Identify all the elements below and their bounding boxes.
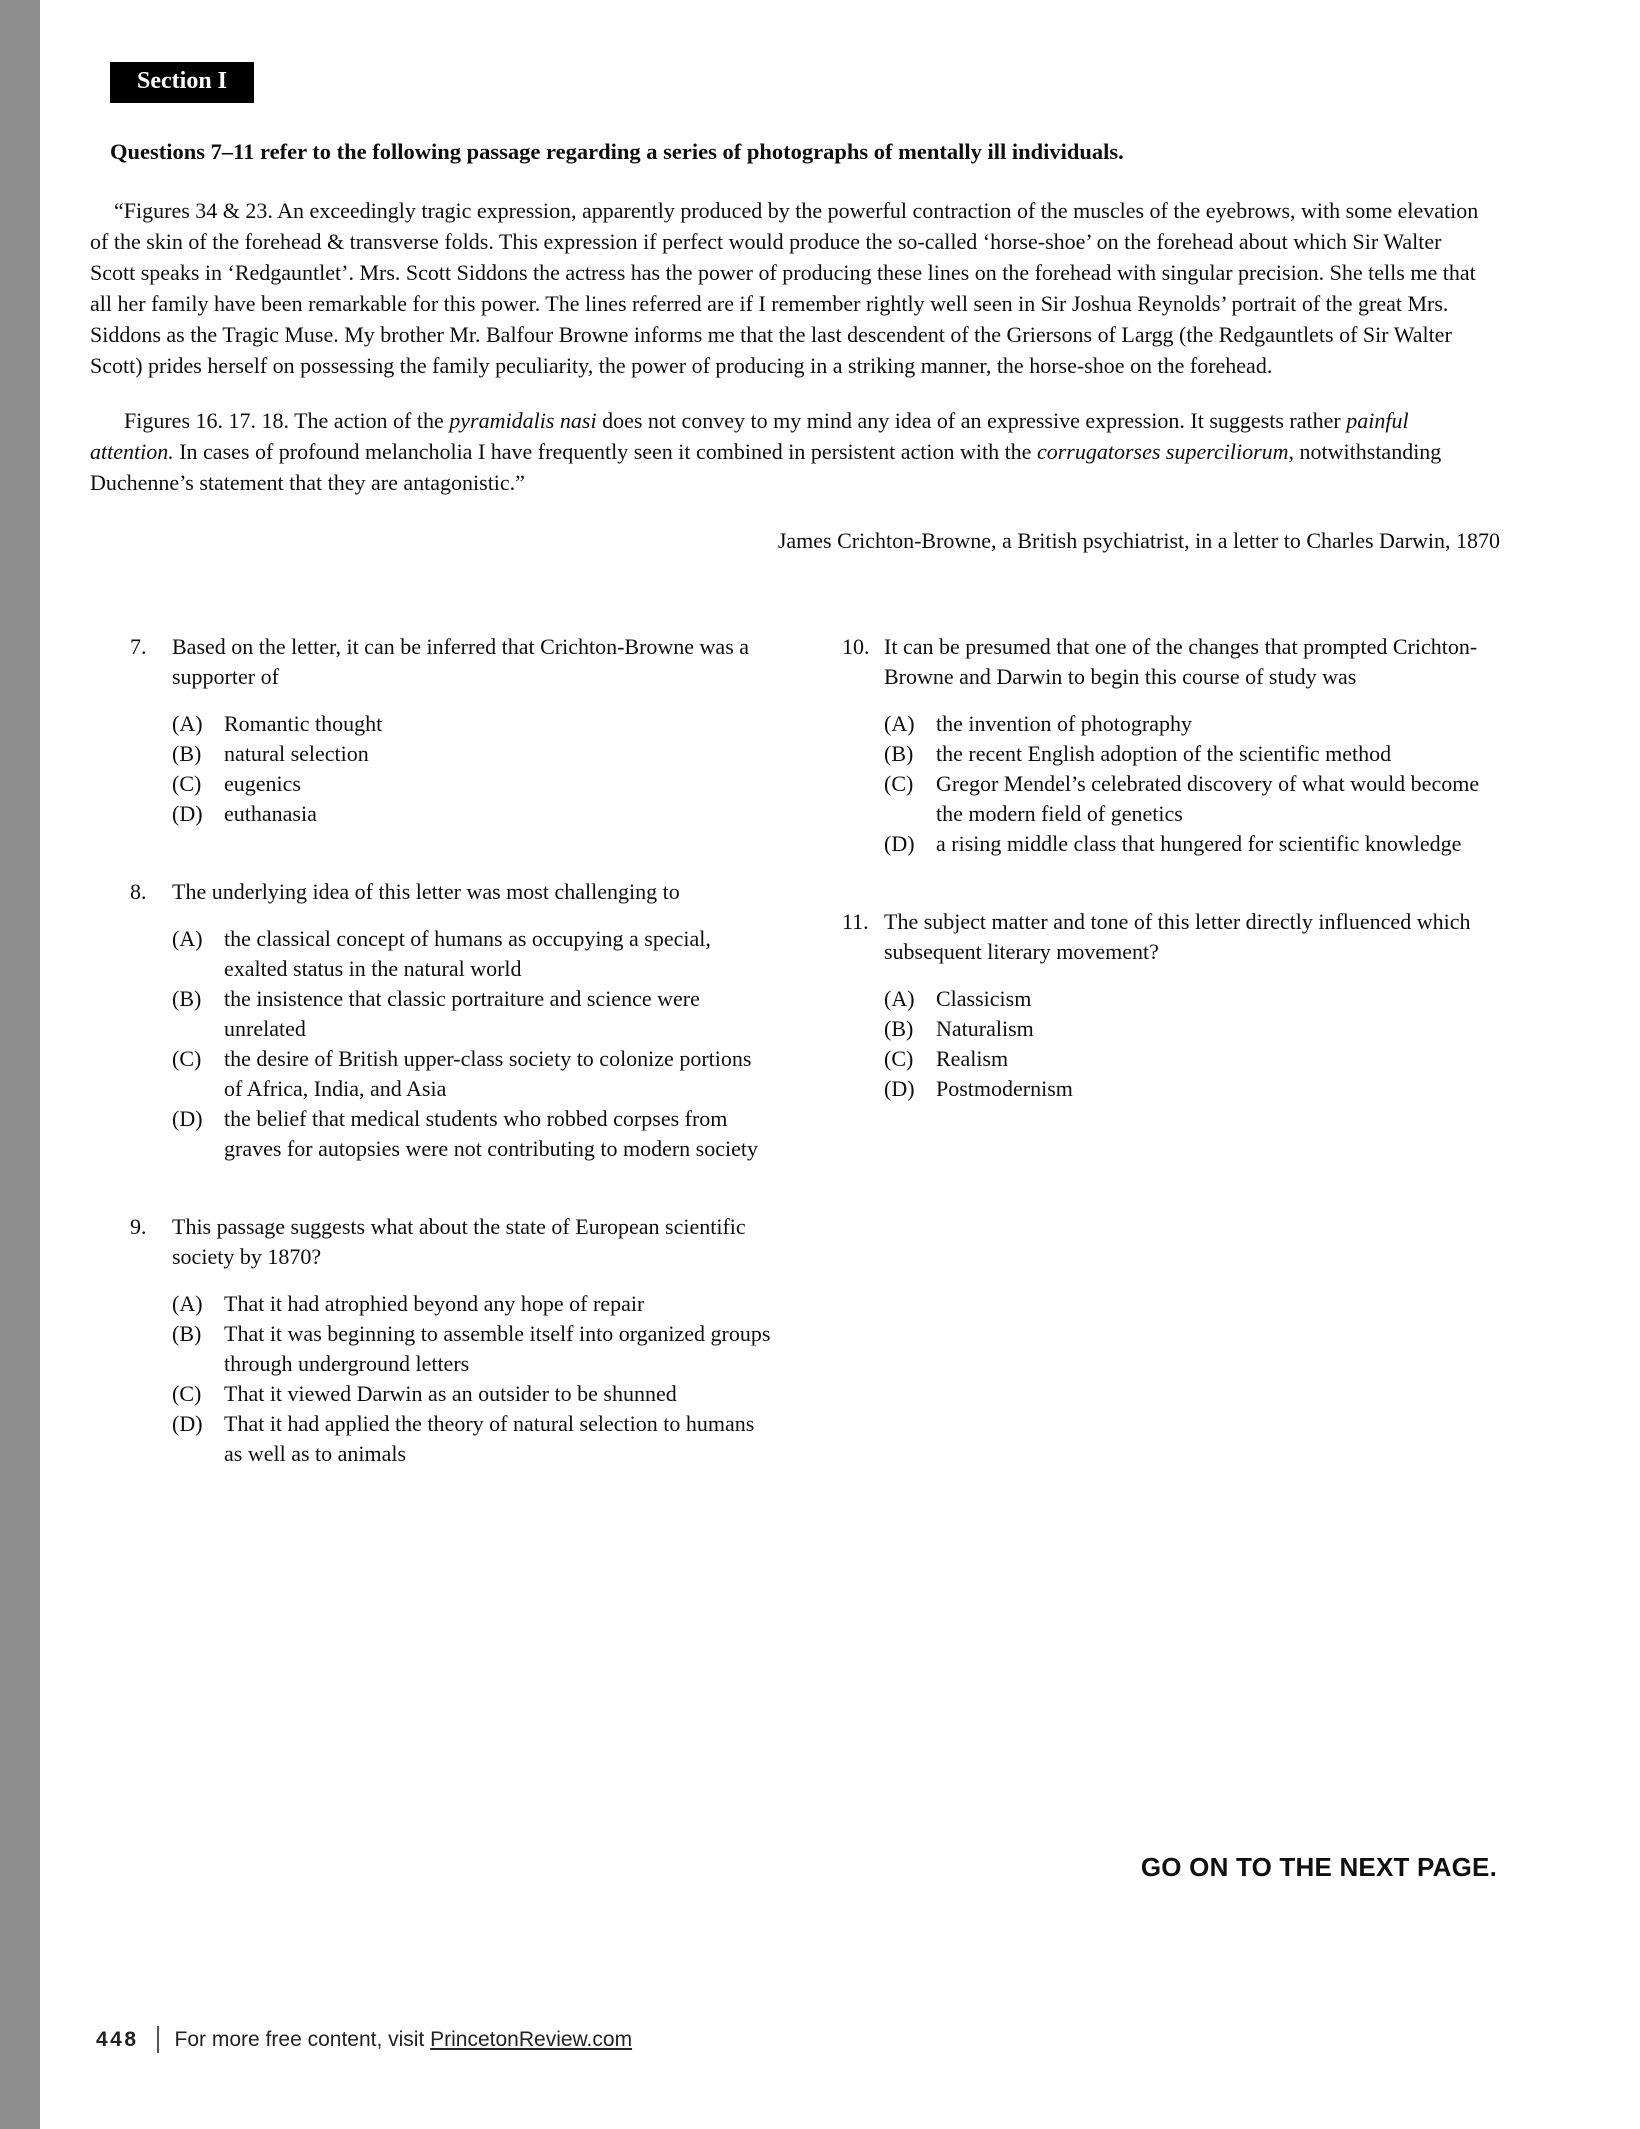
choice-b xyxy=(172,1319,772,1379)
question-number: 11. xyxy=(842,909,869,934)
question-7 xyxy=(130,632,772,829)
question-stem: The underlying idea of this letter was most challenging to xyxy=(172,879,680,904)
left-column xyxy=(130,632,772,1517)
choice-text: Classicism xyxy=(936,986,1032,1011)
choice-label: (D) xyxy=(172,1411,203,1436)
choice-a xyxy=(172,709,772,739)
choice-label: (A) xyxy=(172,926,203,951)
choice-list xyxy=(172,924,772,1164)
choice-b xyxy=(884,739,1500,769)
question-number: 8. xyxy=(130,879,147,904)
page-content xyxy=(90,0,1500,1517)
choice-text: Postmodernism xyxy=(936,1076,1073,1101)
question-number: 7. xyxy=(130,634,147,659)
choice-a xyxy=(172,1289,772,1319)
choice-text: That it had applied the theory of natural selection to humans as well as to animals xyxy=(224,1411,755,1466)
choice-d xyxy=(884,829,1500,859)
choice-list xyxy=(172,1289,772,1469)
choice-text: the insistence that classic portraiture and science were unrelated xyxy=(224,986,700,1041)
question-head xyxy=(842,632,1500,692)
choice-c xyxy=(172,1044,772,1104)
choice-list xyxy=(172,709,772,829)
choice-label: (C) xyxy=(172,1381,202,1406)
choice-d xyxy=(884,1074,1500,1104)
choice-text: natural selection xyxy=(224,741,369,766)
choice-label: (D) xyxy=(884,831,915,856)
choice-label: (D) xyxy=(884,1076,915,1101)
page-footer xyxy=(96,2026,632,2053)
passage-attribution: James Crichton-Browne, a British psychiatrist, in a letter to Charles Darwin, 1870 xyxy=(777,528,1500,553)
choice-label: (D) xyxy=(172,801,203,826)
choice-d xyxy=(172,1409,772,1469)
question-stem: This passage suggests what about the state of European scientific society by 1870? xyxy=(172,1214,746,1269)
question-stem: It can be presumed that one of the changes that prompted Crichton-Browne and Darwin to begin this course of study was xyxy=(884,634,1478,689)
right-column xyxy=(842,632,1500,1517)
question-10 xyxy=(842,632,1500,859)
question-head xyxy=(842,907,1500,967)
choice-c xyxy=(172,1379,772,1409)
passage-paragraph-2: Figures 16. 17. 18. The action of the pyramidalis nasi does not convey to my mind any idea of an expressive expression. It suggests rather painful attention. In cases of profound melancholia I have frequently seen it combined in persistent action with the corrugatorses superciliorum, notwithstanding Duchenne’s statement that they are antagonistic.” xyxy=(90,408,1442,495)
choice-label: (A) xyxy=(172,1291,203,1316)
choice-text: That it had atrophied beyond any hope of repair xyxy=(224,1291,645,1316)
question-number: 10. xyxy=(842,634,870,659)
choice-label: (B) xyxy=(172,741,202,766)
choice-label: (C) xyxy=(172,771,202,796)
choice-text: eugenics xyxy=(224,771,301,796)
choice-text: the belief that medical students who robbed corpses from graves for autopsies were not contributing to modern society xyxy=(224,1106,758,1161)
choice-label: (A) xyxy=(172,711,203,736)
choice-text: Gregor Mendel’s celebrated discovery of what would become the modern field of genetics xyxy=(936,771,1480,826)
choice-text: euthanasia xyxy=(224,801,317,826)
choice-c xyxy=(884,769,1500,829)
questions-intro: Questions 7–11 refer to the following passage regarding a series of photographs of mentally ill individuals. xyxy=(110,139,1124,164)
choice-label: (C) xyxy=(172,1046,202,1071)
choice-a xyxy=(884,984,1500,1014)
choice-label: (A) xyxy=(884,711,915,736)
question-11 xyxy=(842,907,1500,1104)
question-head xyxy=(130,632,772,692)
choice-list xyxy=(884,984,1500,1104)
choice-b xyxy=(172,984,772,1044)
choice-label: (D) xyxy=(172,1106,203,1131)
choice-d xyxy=(172,799,772,829)
choice-label: (C) xyxy=(884,1046,914,1071)
page-number: 448 xyxy=(96,2027,139,2051)
princeton-review-link[interactable]: PrincetonReview.com xyxy=(430,2027,633,2051)
choice-text: the desire of British upper-class society to colonize portions of Africa, India, and Asia xyxy=(224,1046,752,1101)
section-label: Section I xyxy=(110,62,254,103)
choice-d xyxy=(172,1104,772,1164)
footer-divider xyxy=(157,2026,159,2053)
question-head xyxy=(130,1212,772,1272)
question-head xyxy=(130,877,772,907)
question-number: 9. xyxy=(130,1214,147,1239)
choice-a xyxy=(884,709,1500,739)
choice-text: the classical concept of humans as occupying a special, exalted status in the natural world xyxy=(224,926,711,981)
choice-text: the invention of photography xyxy=(936,711,1193,736)
footer-text-prefix: For more free content, visit xyxy=(174,2027,431,2051)
choice-b xyxy=(884,1014,1500,1044)
choice-label: (A) xyxy=(884,986,915,1011)
choice-text: Naturalism xyxy=(936,1016,1034,1041)
choice-label: (B) xyxy=(172,1321,202,1346)
choice-text: That it was beginning to assemble itself into organized groups through underground letters xyxy=(224,1321,771,1376)
choice-label: (C) xyxy=(884,771,914,796)
choice-text: Romantic thought xyxy=(224,711,383,736)
choice-list xyxy=(884,709,1500,859)
question-stem: Based on the letter, it can be inferred that Crichton-Browne was a supporter of xyxy=(172,634,750,689)
choice-label: (B) xyxy=(884,741,914,766)
left-margin-bar xyxy=(0,0,40,2129)
choice-label: (B) xyxy=(172,986,202,1011)
choice-a xyxy=(172,924,772,984)
choice-label: (B) xyxy=(884,1016,914,1041)
questions-columns xyxy=(110,632,1500,1517)
choice-c xyxy=(884,1044,1500,1074)
question-stem: The subject matter and tone of this letter directly influenced which subsequent literary movement? xyxy=(884,909,1471,964)
choice-text: That it viewed Darwin as an outsider to be shunned xyxy=(224,1381,677,1406)
choice-text: the recent English adoption of the scientific method xyxy=(936,741,1392,766)
footer-text xyxy=(175,2028,633,2052)
question-8 xyxy=(130,877,772,1164)
question-9 xyxy=(130,1212,772,1469)
passage-paragraph-1: “Figures 34 & 23. An exceedingly tragic expression, apparently produced by the powerful contraction of the muscles of the eyebrows, with some elevation of the skin of the forehead & transverse folds. This expression if perfect would produce the so-called ‘horse-shoe’ on the forehead about which Sir Walter Scott speaks in ‘Redgauntlet’. Mrs. Scott Siddons the actress has the power of producing these lines on the forehead with singular precision. She tells me that all her family have been remarkable for this power. The lines referred are if I remember rightly well seen in Sir Joshua Reynolds’ portrait of the great Mrs. Siddons as the Tragic Muse. My brother Mr. Balfour Browne informs me that the last descendent of the Griersons of Largg (the Redgauntlets of Sir Walter Scott) prides herself on possessing the family peculiarity, the power of producing in a striking manner, the horse-shoe on the forehead. xyxy=(90,198,1479,378)
go-on-instruction: GO ON TO THE NEXT PAGE. xyxy=(1140,1852,1497,1882)
choice-c xyxy=(172,769,772,799)
choice-text: a rising middle class that hungered for scientific knowledge xyxy=(936,831,1462,856)
choice-text: Realism xyxy=(936,1046,1009,1071)
choice-b xyxy=(172,739,772,769)
